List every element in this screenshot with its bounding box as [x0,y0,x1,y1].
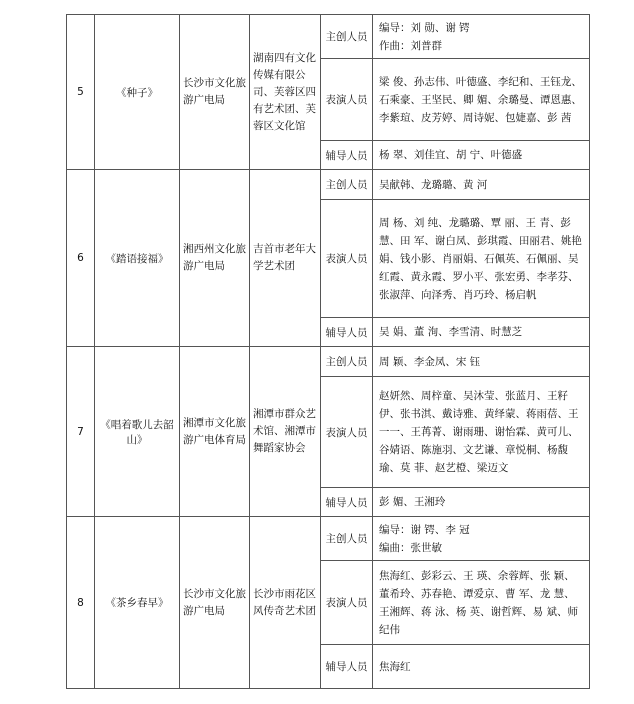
people-list: 编导：谢 锷、李 冠 编曲：张世敏 [373,517,590,561]
program-name: 《茶乡春早》 [95,517,180,689]
role-label: 主创人员 [321,347,373,377]
recommending-unit: 长沙市文化旅游广电局 [180,517,250,689]
row-number: 6 [67,170,95,347]
recommending-unit: 湘潭市文化旅游广电体育局 [180,347,250,517]
people-list: 焦海红、彭彩云、王 瑛、余蓉辉、张 颖、董希玲、苏春艳、谭爱京、曹 军、龙 慧、王湘辉、蒋 泳、杨 英、谢哲辉、易 斌、师纪伟 [373,561,590,645]
role-label: 表演人员 [321,377,373,488]
role-label: 表演人员 [321,561,373,645]
people-list: 编导：刘 勋、谢 锷 作曲：刘普群 [373,15,590,59]
role-label: 主创人员 [321,170,373,200]
program-name: 《种子》 [95,15,180,170]
role-label: 表演人员 [321,59,373,141]
program-table [66,14,590,689]
table-row [67,170,590,200]
people-list: 杨 翠、刘佳宜、胡 宁、叶德盛 [373,141,590,170]
role-label: 辅导人员 [321,318,373,347]
people-list: 周 颖、李金凤、宋 钰 [373,347,590,377]
role-label: 辅导人员 [321,645,373,689]
people-list: 赵妍然、周梓童、吴沐莹、张蓝月、王籽伊、张书淇、戴诗雅、黄绎蒙、蒋雨蓓、王一一、王苒菁、谢雨珊、谢怡霖、黄可儿、谷婧语、陈施羽、文艺谦、章悦桐、杨馥瑜、莫 菲、赵艺橙、梁迈文 [373,377,590,488]
table-row [67,347,590,377]
people-list: 周 杨、刘 纯、龙璐璐、覃 丽、王 青、彭 慧、田 军、谢白凤、彭琪霞、田丽君、姚艳娟、钱小影、肖丽娟、石佩英、石佩丽、吴红霞、黄永霞、罗小平、张宏勇、李孝芬、张淑萍、向泽秀、肖巧玲、杨启帆 [373,200,590,318]
people-list: 梁 俊、孙志伟、叶德盛、李纪和、王钰龙、石乘豪、王坚民、卿 媚、余璐曼、谭恩惠、李紫瑄、皮芳婷、周诗妮、包婕嘉、彭 茜 [373,59,590,141]
role-label: 辅导人员 [321,488,373,517]
row-number: 8 [67,517,95,689]
table-row [67,517,590,561]
program-name: 《踏语接福》 [95,170,180,347]
people-list: 焦海红 [373,645,590,689]
role-label: 表演人员 [321,200,373,318]
recommending-unit: 长沙市文化旅游广电局 [180,15,250,170]
role-label: 主创人员 [321,517,373,561]
program-name: 《唱着歌儿去韶山》 [95,347,180,517]
role-label: 辅导人员 [321,141,373,170]
people-list: 吴 娟、董 洵、李雪清、时慧芝 [373,318,590,347]
people-list: 彭 媚、王湘玲 [373,488,590,517]
row-number: 7 [67,347,95,517]
recommending-unit: 湘西州文化旅游广电局 [180,170,250,347]
row-number: 5 [67,15,95,170]
performing-unit: 长沙市雨花区风传奇艺术团 [250,517,321,689]
people-list: 吴献韩、龙璐璐、黄 河 [373,170,590,200]
table-row [67,15,590,59]
performing-unit: 湘潭市群众艺术馆、湘潭市舞蹈家协会 [250,347,321,517]
role-label: 主创人员 [321,15,373,59]
performing-unit: 吉首市老年大学艺术团 [250,170,321,347]
performing-unit: 湖南四有文化传媒有限公司、芙蓉区四有艺术团、芙蓉区文化馆 [250,15,321,170]
